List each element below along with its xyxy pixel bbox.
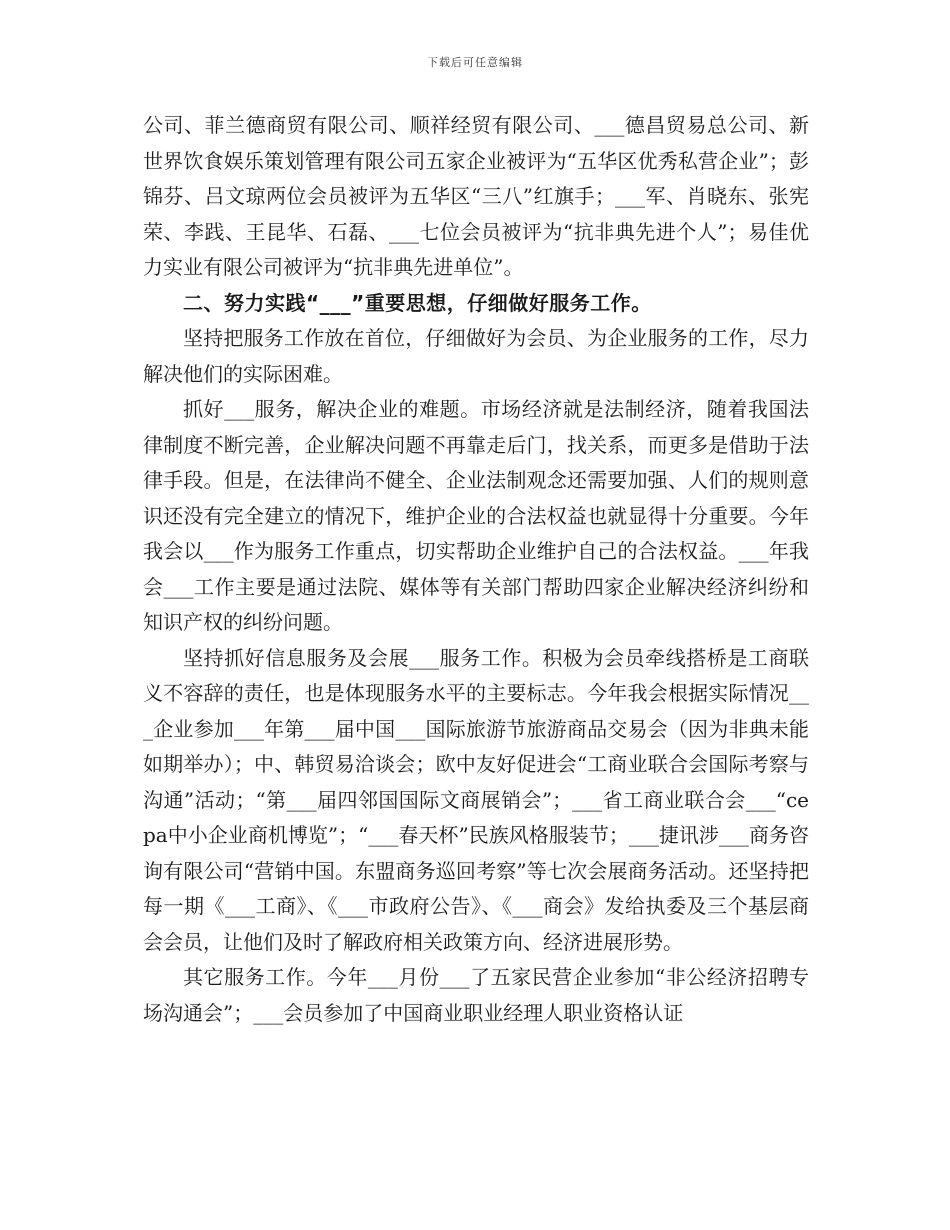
paragraph-information-exhibition-service: 坚持抓好信息服务及会展___服务工作。积极为会员牵线搭桥是工商联义不容辞的责任，也是体现服务水平的主要标志。今年我会根据实际情况___企业参加___年第___届中国___国际旅游节旅游商品交易会（因为非典未能如期举办）；中、韩贸易洽谈会；欧中友好促进会“工商业联合会国际考察与沟通”活动；“第___届四邻国国际文商展销会”；___省工商业联合会___“cepa中小企业商机博览”；“___春天杯”民族风格服装节；___捷讯涉___商务咨询有限公司“营销中国。东盟商务巡回考察”等七次会展商务活动。还坚持把每一期《___工商》、《___市政府公告》、《___商会》发给执委及三个基层商会会员，让他们及时了解政府相关政策方向、经济进展形势。 [143,645,809,954]
document-body [143,108,809,1031]
paragraph-award-list: 公司、菲兰德商贸有限公司、顺祥经贸有限公司、___德昌贸易总公司、新世界饮食娱乐策划管理有限公司五家企业被评为“五华区优秀私营企业”；彭锦芬、吕文琼两位会员被评为五华区“三八”红旗手；___军、肖晓东、张宪荣、李践、王昆华、石磊、___七位会员被评为“抗非典先进个人”；易佳优力实业有限公司被评为“抗非典先进单位”。 [143,113,809,279]
page-header: 下载后可任意编辑 [427,56,523,69]
section-heading-service-work: 二、努力实践“___”重要思想，仔细做好服务工作。 [183,290,652,315]
paragraph-other-services: 其它服务工作。今年___月份___了五家民营企业参加“非公经济招聘专场沟通会”；___会员参加了中国商业职业经理人职业资格认证 [143,965,809,1025]
paragraph-legal-service: 抓好___服务，解决企业的难题。市场经济就是法制经济，随着我国法律制度不断完善，企业解决问题不再靠走后门，找关系，而更多是借助于法律手段。但是，在法律尚不健全、企业法制观念还需要加强、人们的规则意识还没有完全建立的情况下，维护企业的合法权益也就显得十分重要。今年我会以___作为服务工作重点，切实帮助企业维护自己的合法权益。___年我会___工作主要是通过法院、媒体等有关部门帮助四家企业解决经济纠纷和知识产权的纠纷问题。 [143,397,809,634]
paragraph-service-priority: 坚持把服务工作放在首位，仔细做好为会员、为企业服务的工作，尽力解决他们的实际困难。 [143,326,809,386]
